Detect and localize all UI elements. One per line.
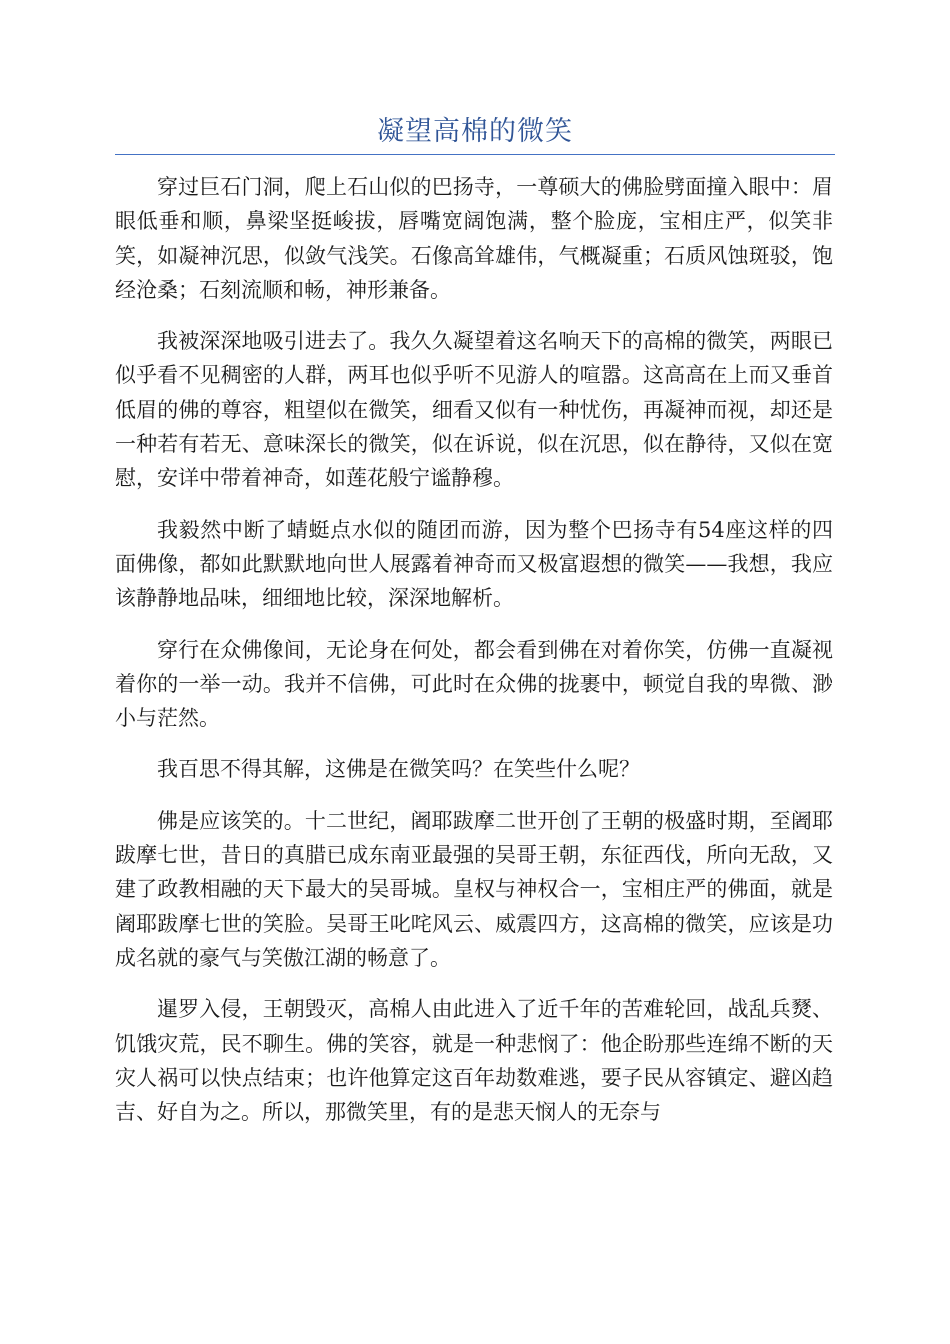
paragraph-4: 穿行在众佛像间，无论身在何处，都会看到佛在对着你笑，仿佛一直凝视着你的一举一动。我并不信佛，可此时在众佛的拢裹中，顿觉自我的卑微、渺小与茫然。: [115, 637, 833, 731]
paragraph-6: 佛是应该笑的。十二世纪，阇耶跋摩二世开创了王朝的极盛时期，至阇耶跋摩七世，昔日的真腊已成东南亚最强的吴哥王朝，东征西伐，所向无敌，又建了政教相融的天下最大的吴哥城。皇权与神权合一，宝相庄严的佛面，就是阇耶跋摩七世的笑脸。吴哥王叱咤风云、威震四方，这高棉的微笑，应该是功成名就的豪气与笑傲江湖的畅意了。: [115, 808, 833, 970]
document-body: [115, 170, 833, 1146]
title-underline: [115, 154, 835, 155]
paragraph-2: 我被深深地吸引进去了。我久久凝望着这名响天下的高棉的微笑，两眼已似乎看不见稠密的人群，两耳也似乎听不见游人的喧嚣。这高高在上而又垂首低眉的佛的尊容，粗望似在微笑，细看又似有一种忧伤，再凝神而视，却还是一种若有若无、意味深长的微笑，似在诉说，似在沉思，似在静待，又似在宽慰，安详中带着神奇，如莲花般宁谧静穆。: [115, 329, 833, 491]
paragraph-3: 我毅然中断了蜻蜓点水似的随团而游，因为整个巴扬寺有54座这样的四面佛像，都如此默默地向世人展露着神奇而又极富遐想的微笑——我想，我应该静静地品味，细细地比较，深深地解析。: [115, 517, 833, 611]
document-title: 凝望高棉的微笑: [377, 116, 573, 147]
paragraph-5: 我百思不得其解，这佛是在微笑吗？在笑些什么呢？: [157, 757, 640, 782]
paragraph-7: 暹罗入侵，王朝毁灭，高棉人由此进入了近千年的苦难轮回，战乱兵燹、饥饿灾荒，民不聊生。佛的笑容，就是一种悲悯了：他企盼那些连绵不断的天灾人祸可以快点结束；也许他算定这百年劫数难逃，要子民从容镇定、避凶趋吉、好自为之。所以，那微笑里，有的是悲天悯人的无奈与: [115, 997, 833, 1125]
paragraph-1: 穿过巨石门洞，爬上石山似的巴扬寺，一尊硕大的佛脸劈面撞入眼中：眉眼低垂和顺，鼻梁坚挺峻拔，唇嘴宽阔饱满，整个脸庞，宝相庄严，似笑非笑，如凝神沉思，似敛气浅笑。石像高耸雄伟，气概凝重；石质风蚀斑驳，饱经沧桑；石刻流顺和畅，神形兼备。: [115, 175, 833, 302]
